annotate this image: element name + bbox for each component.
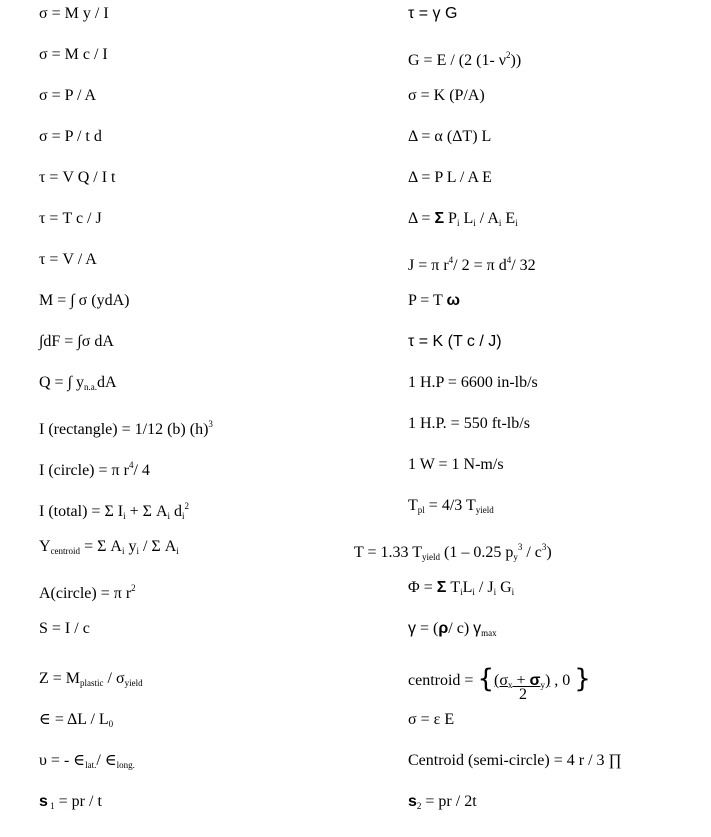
formula-axial-deformation: Δ = P L / A E (408, 169, 492, 186)
formula-horsepower-ft: 1 H.P. = 550 ft-lb/s (408, 415, 530, 432)
formula-hoop-stress: s $_1$ = pr / t (39, 793, 102, 811)
formula-elastoplastic-torque: T = 1.33 $T_{yield}$ (1 – 0.25 $p_y^3 / c^3$) (354, 542, 552, 562)
formula-row-19 (0, 750, 711, 774)
formula-row-3 (0, 85, 711, 109)
formula-torsion-concentration: τ = K (T c / J) (408, 333, 502, 350)
formula-row-18 (0, 709, 711, 733)
formula-watt: 1 W = 1 N-m/s (408, 456, 504, 473)
formula-plastic-modulus: $Z = M_{plastic} / \sigma_{yield}$ (39, 670, 143, 688)
formula-inertia-rectangle: I (rectangle) = 1/12 (b) $(h)^3$ (39, 419, 213, 438)
formula-row-1 (0, 3, 711, 27)
formula-angle-twist: Φ = Σ $T_iL_i / J_i$ $G_i$ (408, 579, 515, 597)
formula-hookes-law: σ = ε E (408, 711, 455, 728)
formula-plastic-torque: $T_{pl} = 4/3$ $T_{yield}$ (408, 497, 494, 515)
formula-row-7 (0, 249, 711, 273)
formula-row-16 (0, 618, 711, 642)
formula-longitudinal-stress: $s_2$ = pr / 2t (408, 793, 477, 811)
formula-poisson-ratio: υ = - $\in_{lat.}/$ $\in_{long.}$ (39, 752, 135, 770)
formula-semicircle-centroid: Centroid (semi-circle) = 4 r / 3 ∏ (408, 752, 622, 769)
fraction-denominator: 2 (519, 686, 527, 703)
formula-inertia-total: I (total) = Σ $I_i + \Sigma$ $A_i$ $d_i^2$ (39, 501, 190, 521)
formula-total-deformation: Δ = Σ $P_i$ $L_i / A_i$ $E_i$ (408, 210, 518, 228)
formula-row-9 (0, 331, 711, 355)
formula-centroid-y: $Y_{centroid} = \Sigma$ $A_i$ $y_i$ / Σ $A_i$ (39, 538, 179, 556)
formula-shear-strain-modulus: τ = γ G (408, 5, 458, 22)
formula-row-10 (0, 372, 711, 396)
formula-row-4 (0, 126, 711, 150)
formula-inertia-circle: I (circle) = π $r^4/$ 4 (39, 460, 150, 479)
formula-row-14 (0, 536, 711, 560)
formula-area-circle: A(circle) = π $r^2$ (39, 583, 136, 602)
formula-section-modulus: S = I / c (39, 620, 90, 637)
formula-row-8 (0, 290, 711, 314)
formula-axial-stress: σ = P / A (39, 87, 97, 104)
formula-shear-modulus: G = E / (2 (1- $\nu^2$)) (408, 50, 522, 69)
formula-shear-strain: γ = (ρ/ c) $\gamma_{max}$ (408, 620, 497, 638)
formula-stress-concentration: σ = K (P/A) (408, 87, 485, 104)
formula-polar-moment: J = π $r^4/$ 2 = π $d^4/$ 32 (408, 255, 536, 274)
formula-row-20 (0, 791, 711, 815)
formula-row-2 (0, 44, 711, 68)
formula-normal-strain: ∈ = ΔL / $L_0$ (39, 711, 114, 729)
formula-bending-stress-max: σ = M c / I (39, 46, 108, 63)
formula-moment-integral: M = ∫ σ (ydA) (39, 292, 130, 309)
formula-thermal-deformation: Δ = α (ΔT) L (408, 128, 492, 145)
formula-bearing-stress: σ = P / t d (39, 128, 102, 145)
formula-transverse-shear: τ = V Q / I t (39, 169, 116, 186)
formula-row-17 (0, 664, 711, 703)
formula-mohr-centroid: centroid = {$(\sigma_x + \sigma_y)$ , 0 } 2 (408, 668, 591, 696)
formula-row-13 (0, 495, 711, 519)
formula-torsional-shear: τ = T c / J (39, 210, 102, 227)
formula-row-12 (0, 454, 711, 478)
formula-row-15 (0, 577, 711, 601)
formula-row-11 (0, 413, 711, 437)
formula-bending-stress: σ = M y / I (39, 5, 109, 22)
formula-row-5 (0, 167, 711, 191)
formula-average-shear: τ = V / A (39, 251, 97, 268)
formula-force-integral: ∫dF = ∫σ dA (39, 333, 114, 350)
formula-row-6 (0, 208, 711, 232)
formula-horsepower-in: 1 H.P = 6600 in-lb/s (408, 374, 538, 391)
formula-first-moment: Q = ∫ $y_{n.a.}dA$ (39, 374, 117, 392)
formula-power: P = T ω (408, 292, 461, 309)
